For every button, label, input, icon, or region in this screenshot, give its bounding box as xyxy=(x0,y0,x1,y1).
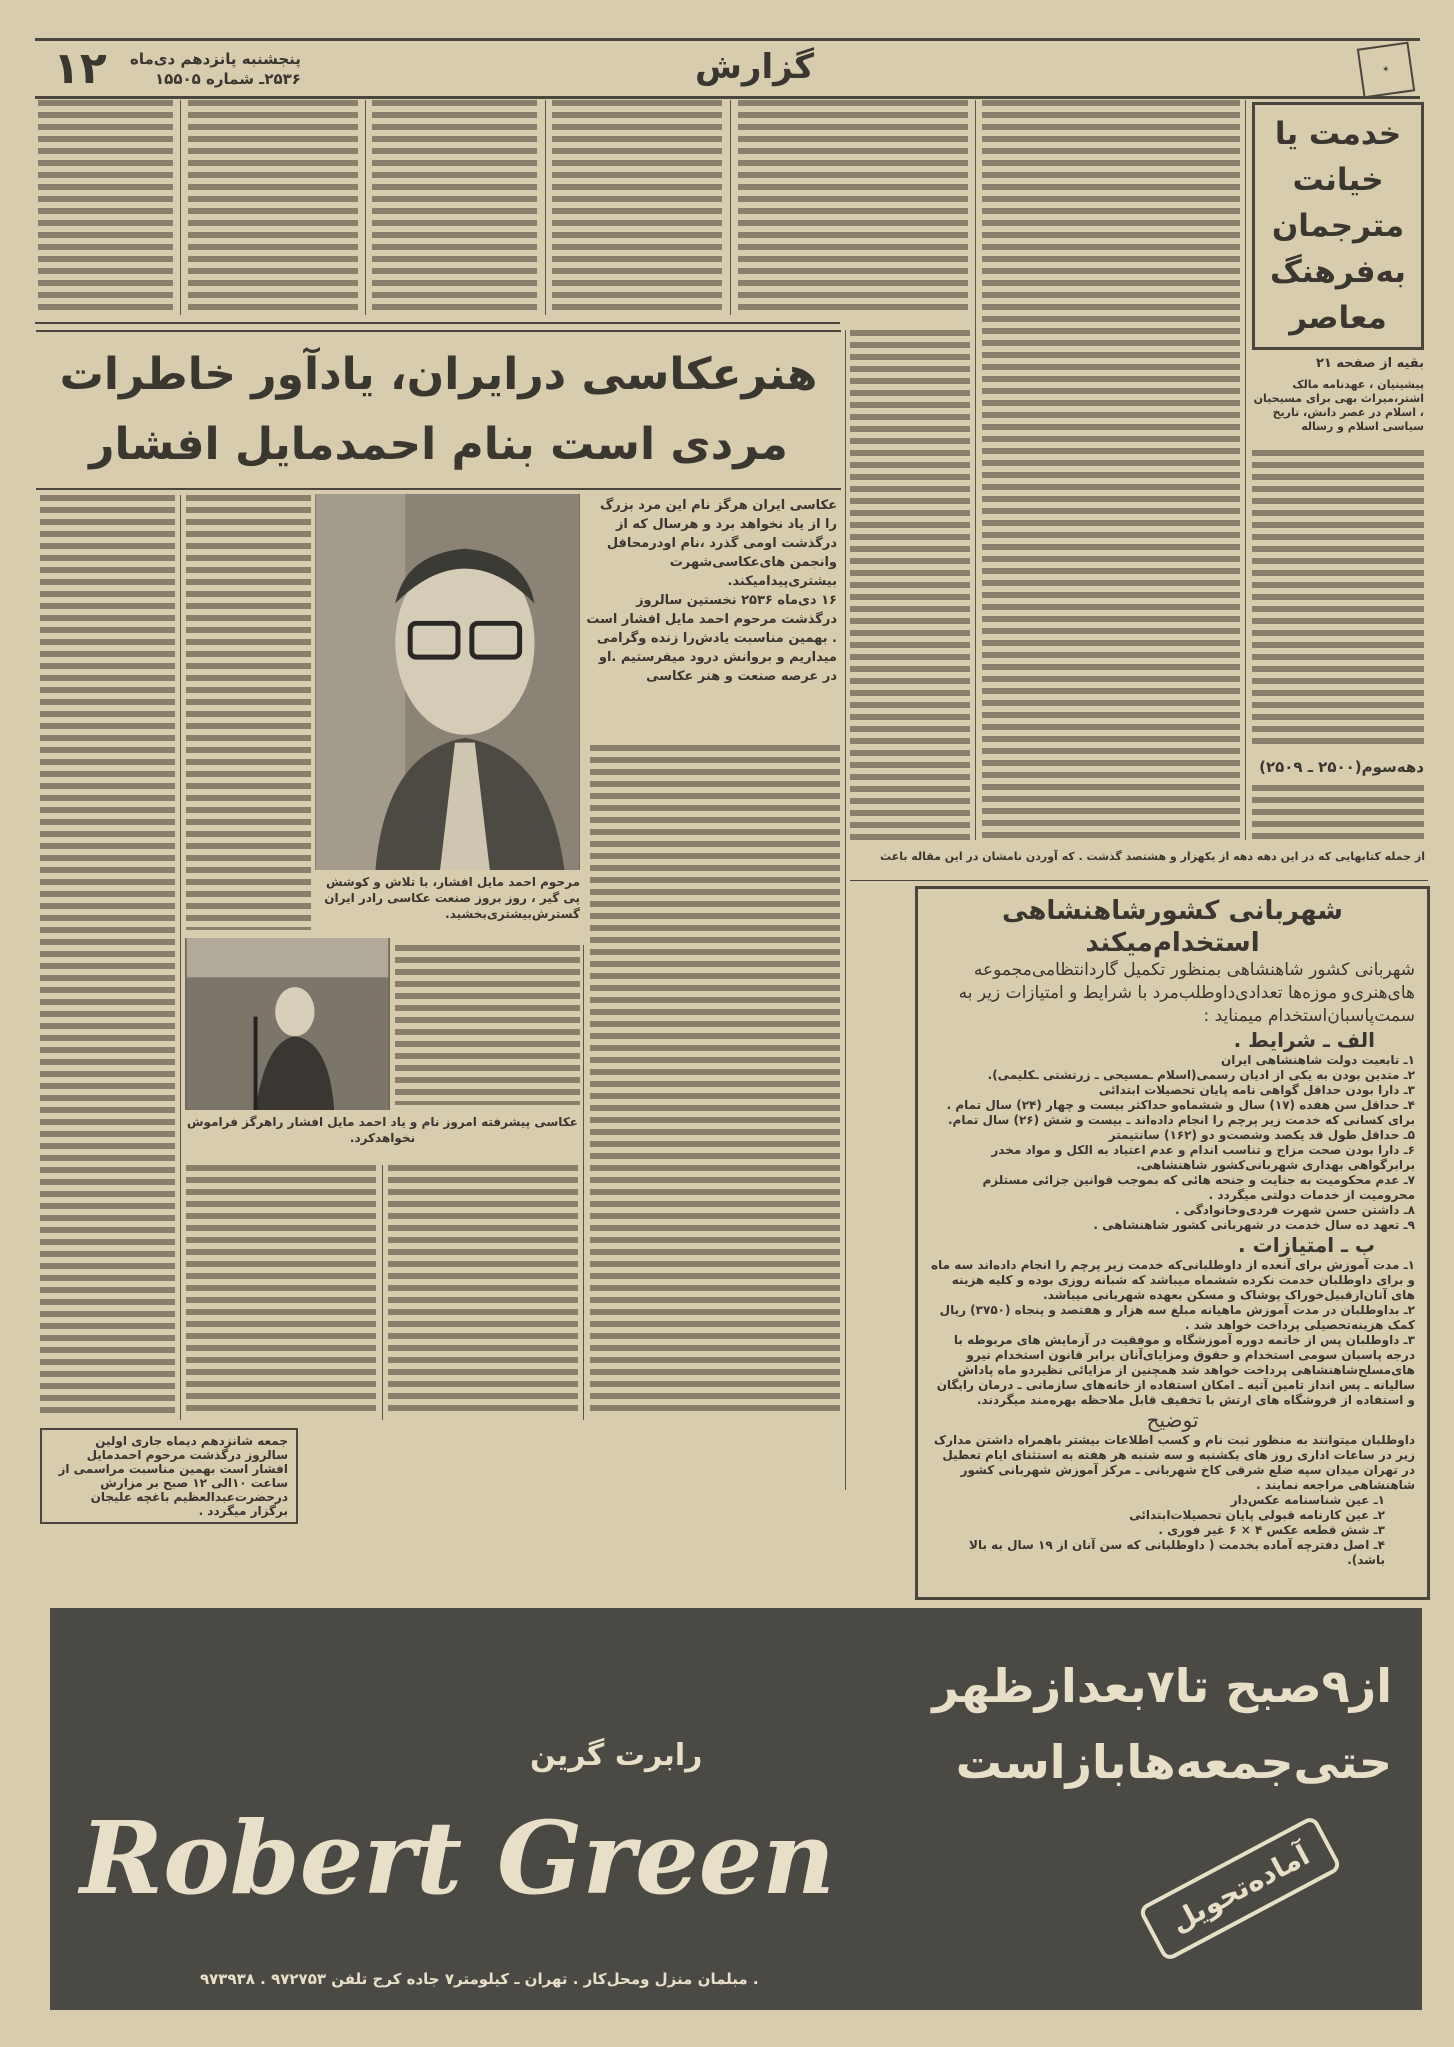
decade-heading: دهه‌سوم(۲۵۰۰ ـ ۲۵۰۹) xyxy=(1259,758,1424,776)
box-title-line: به‌فرهنگ xyxy=(1270,254,1406,290)
text-column xyxy=(186,1165,376,1415)
text-column xyxy=(738,100,968,315)
benefit-item: ۳ـ داوطلبان پس از خاتمه دوره آموزشگاه و موفقیت در آزمایش های مربوطه با درجه پاسبان سومی استخدام و حقوق ومزایای‌آنان برابر قانون استخدام نیرو های‌مسلح‌شاهنشاهی پرداخت خواهد شد همچنین از مزایائی نظیردو ماه پاداش سالیانه ـ پس انداز تامین آتیه ـ امکان استفاده از خانه‌های سازمانی ـ درمان رایگان و استفاده از فروشگاه های ارتش با تخفیف قابل ملاحظه بهره‌مند میگردند. xyxy=(936,1333,1415,1407)
text-column xyxy=(1252,785,1424,840)
box-title-line: خدمت یا xyxy=(1274,116,1402,152)
main-headline xyxy=(36,330,841,490)
page-number: ۱۲ xyxy=(53,43,107,94)
document-item: ۲ـ عین کارنامه قبولی پایان تحصیلات‌ابتدائی xyxy=(1129,1508,1385,1522)
condition-item: ۹ـ تعهد ده سال خدمت در شهربانی کشور شاهنشاهی . xyxy=(1093,1218,1415,1232)
speaker-image-icon xyxy=(185,938,390,1110)
brand-name-persian: رابرت گرین xyxy=(530,1738,703,1773)
condition-item: ۶ـ دارا بودن صحت مزاج و تناسب اندام و عدم اعتیاد به الکل و مواد مخدر برابرگواهی بهداری شهربانی‌کشور شاهنشاهی. xyxy=(991,1143,1415,1172)
note-title: توضیح xyxy=(1146,1408,1199,1432)
portrait-image-icon xyxy=(315,494,580,870)
continued-label: بقیه از صفحه ۲۱ xyxy=(1316,356,1424,371)
issue-line: ۲۵۳۶ـ شماره ۱۵۵۰۵ xyxy=(155,70,301,88)
text-column xyxy=(982,100,1240,840)
photo-caption: مرحوم احمد مایل افشار، با تلاش و کوشش پی گیر ، روز بروز صنعت عکاسی رادر ایران گسترش‌بیشتری‌بخشید. xyxy=(324,875,580,921)
photo-caption: عکاسی پیشرفته امروز نام و یاد احمد مایل افشار راهرگز فراموش نخواهدکرد. xyxy=(186,1115,578,1145)
text-column xyxy=(40,495,175,1415)
text-column xyxy=(1252,450,1424,750)
memorial-notice: جمعه شانزدهم دیماه جاری اولین سالروز درگذشت مرحوم احمدمایل افشار است بهمین مناسبت مراسمی از ساعت ۱۰الی ۱۲ صبح بر مزارش درحضرت‌عبدالعظیم باغچه علیجان برگزار میگردد . xyxy=(40,1428,298,1524)
box-title-line: خیانت xyxy=(1292,162,1384,198)
portrait-photo xyxy=(315,494,580,870)
ad-address: . مبلمان منزل ومحل‌کار . تهران ـ کیلومتر۷ جاده کرج تلفن ۹۷۲۷۵۳ . ۹۷۳۹۳۸ xyxy=(200,1970,759,1988)
ready-delivery-badge: آماده‌تحویل xyxy=(1137,1815,1342,1963)
box-title-line: مترجمان xyxy=(1271,208,1405,244)
hours-line: حتی‌جمعه‌هابازاست xyxy=(955,1735,1392,1789)
hours-line: از۹صبح تا۷بعدازظهر xyxy=(932,1659,1392,1713)
headline-line: هنرعکاسی درایران، یادآور خاطرات xyxy=(59,349,818,400)
condition-item: ۴ـ حداقل سن هفده (۱۷) سال و ششماه‌و حداکثر بیست و چهار (۲۴) سال تمام . برای کسانی که خدمت زیر پرچم را انجام داده‌اند ـ بیست و شش (۲۶) سال تمام. xyxy=(946,1098,1415,1127)
note-text: داوطلبان میتوانند به منظور ثبت نام و کسب اطلاعات بیشتر باهمراه داشتن مدارک زیر در ساعات اداری روز های یکشنبه و سه شنبه هر هفته به استثنای ایام تعطیل در تهران میدان سپه ضلع شرقی کاخ شهربانی ـ مرکز آموزش شهربانی کشور شاهنشاهی مراجعه نمایند . xyxy=(933,1433,1415,1492)
brand-logo-latin: Robert Green xyxy=(80,1799,836,1917)
page-header xyxy=(35,38,1420,99)
police-recruitment-ad xyxy=(915,886,1430,1600)
benefit-item: ۱ـ مدت آموزش برای آنعده از داوطلبانی‌که خدمت زیر پرچم را انجام داده‌اند سه ماه و برای داوطلبان خدمت نکرده ششماه میباشد که شبانه روزی بوده و کلیه هزینه های آنان‌ازقبیل‌خوراک پوشاک و مسکن بعهده شهربانی میباشد. xyxy=(931,1258,1415,1302)
document-item: ۱ـ عین شناسنامه عکس‌دار xyxy=(1230,1493,1385,1507)
ad-title: شهربانی کشورشاهنشاهی استخدام‌میکند xyxy=(1002,896,1343,958)
newspaper-logo-icon: ✶ xyxy=(1357,42,1415,99)
opening-hours xyxy=(932,1648,1392,1800)
lead-paragraph: عکاسی ایران هرگز نام این مرد بزرگ را از یاد نخواهد برد و هرسال که از درگذشت اومی گذرد ،نام اودرمحافل وانجمن های‌عکاسی‌شهرت بیشتری‌پیدامیکند. xyxy=(599,498,837,589)
text-column xyxy=(372,100,537,315)
box-title-line: معاصر xyxy=(1289,300,1387,336)
document-item: ۳ـ شش قطعه عکس ۴ × ۶ غیر فوری . xyxy=(1158,1523,1385,1537)
feature-title-box xyxy=(1252,102,1424,350)
continued-closing: از جمله کتابهایی که در این دهه دهه از یکهزار و هشتصد گذشت . که آوردن نامشان در این مقاله باعث xyxy=(880,850,1425,863)
benefits-title: ب ـ امتیازات . xyxy=(1238,1233,1375,1257)
condition-item: ۳ـ دارا بودن حداقل گواهی نامه پایان تحصیلات ابتدائی xyxy=(1098,1083,1415,1097)
conditions-title: الف ـ شرایط . xyxy=(1233,1028,1375,1052)
article-lead xyxy=(585,496,837,686)
lead-paragraph: ۱۶ دی‌ماه ۲۵۳۶ نخستین سالروز درگذشت مرحوم احمد مایل افشار است . بهمین مناسبت یادش‌را زنده وگرامی میداریم و بروانش درود میفرستیم .او در عرصه صنعت و هنر عکاسی xyxy=(586,593,837,684)
text-column xyxy=(388,1165,578,1415)
headline-line: مردی است بنام احمدمایل افشار xyxy=(89,419,788,470)
date-line: پنجشنبه پانزدهم دی‌ماه xyxy=(130,50,301,68)
text-column xyxy=(590,745,840,1415)
condition-item: ۸ـ داشتن حسن شهرت فردی‌وخانوادگی . xyxy=(1174,1203,1415,1217)
issue-date xyxy=(130,49,301,89)
ad-intro: شهربانی کشور شاهنشاهی بمنظور تکمیل گاردانتظامی‌مجموعه های‌هنری‌و موزه‌ها تعدادی‌داوطلب‌مرد با شرایط و امتیازات زیر به سمت‌پاسبان‌استخدام میمناید : xyxy=(958,960,1415,1026)
condition-item: ۱ـ تابعیت دولت شاهنشاهی ایران xyxy=(1220,1053,1415,1067)
condition-item: ۲ـ متدین بودن به یکی از ادیان رسمی(اسلام ـمسیحی ـ زرتشتی ـکلیمی). xyxy=(987,1068,1415,1082)
document-item: ۴ـ اصل دفترچه آماده بخدمت ( داوطلبانی که سن آنان از ۱۹ سال به بالا باشد). xyxy=(969,1538,1385,1567)
text-column xyxy=(188,100,358,315)
continued-text: پیشینیان ، عهدنامه مالک اشتر،میراث بهی برای مسیحیان ، اسلام در عصر دانش، تاریخ سیاسی اسلام و رساله xyxy=(1253,378,1424,433)
condition-item: ۵ـ حداقل طول قد یکصد وشصت‌و دو (۱۶۲) سانتیمتر xyxy=(1108,1128,1415,1142)
text-column xyxy=(186,495,311,930)
section-title: گزارش xyxy=(695,47,815,87)
benefit-item: ۲ـ بداوطلبان در مدت آموزش ماهیانه مبلغ سه هزار و هفتصد و پنجاه (۳۷۵۰) ریال کمک هزینه‌تحصیلی پرداخت خواهد شد . xyxy=(939,1303,1415,1332)
text-column xyxy=(395,945,580,1105)
furniture-ad xyxy=(50,1608,1422,2010)
text-column xyxy=(38,100,173,315)
event-photo xyxy=(185,938,390,1110)
text-column xyxy=(850,330,970,840)
text-column xyxy=(552,100,722,315)
condition-item: ۷ـ عدم محکومیت به جنایت و جنحه هائی که بموجب قوانین جزائی مستلزم محرومیت از خدمات دولتی میگردد . xyxy=(982,1173,1415,1202)
